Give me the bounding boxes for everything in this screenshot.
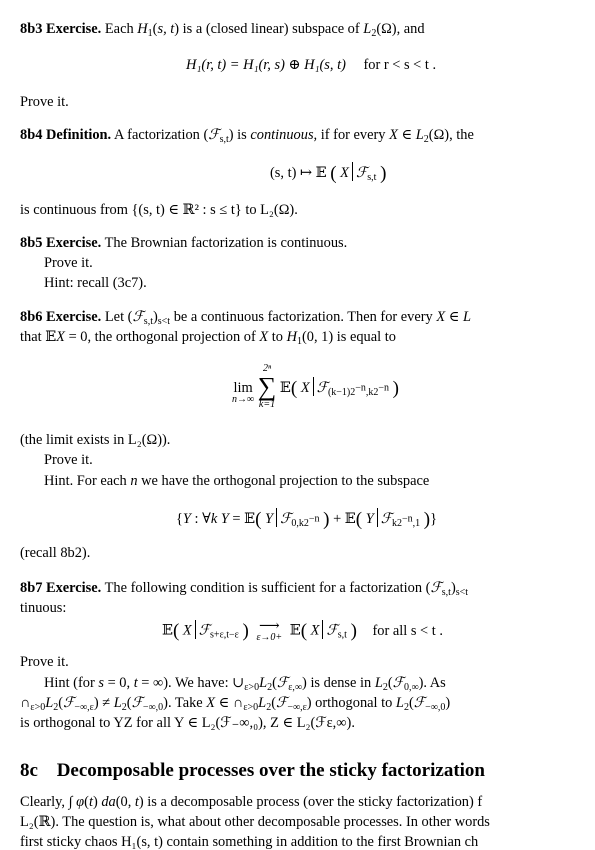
prove-8b6: Prove it. (44, 452, 93, 468)
text: we have the orthogonal projection to the subspace (141, 473, 430, 489)
formula-condition: for r < s < t . (363, 57, 437, 73)
text: The Brownian factorization is continuous. (104, 235, 348, 251)
exercise-8b3-label: 8b3 Exercise. (20, 21, 102, 37)
math: H (137, 21, 148, 37)
text: continuous, (250, 127, 318, 143)
text: is a decomposable process (over the sticky factorization) f (147, 794, 483, 810)
exercise-8b5-label: 8b5 Exercise. (20, 235, 102, 251)
text: ). We have: (163, 675, 229, 691)
section-8c-line3: first sticky chaos H₁(s, t) contain something in addition to the first Brownian ch (20, 834, 479, 850)
text: , and (396, 21, 425, 37)
definition-8b4-line1: 8b4 Definition. A factorization (ℱ$_{s,t}$) is continuous, if for every X ∈ $L_2(\Omega)$, the (20, 127, 474, 145)
formula-text: H₁(r, t) = H₁(r, s) ⊕ H₁(s, t) (186, 57, 346, 73)
section-title: Decomposable processes over the sticky factorization (56, 760, 485, 781)
formula-8b6-subspace: {Y : ∀k Y = 𝔼( Y ℱ$_{0,k2^{-n}}$ ) + 𝔼( Y ℱ$_{k2^{-n},1}$ )} (176, 509, 438, 530)
hint-8b5: Hint: recall (3c7). (44, 275, 147, 291)
exercise-8b3-line1: 8b3 Exercise. Each $H_1(s$, t) is a (closed linear) subspace of $L_2(\Omega)$, and (20, 21, 425, 39)
exercise-8b6-line2: that 𝔼X = 0, the orthogonal projection of X to $H_1(0$, 1) is equal to (20, 329, 396, 347)
exercise-8b7-label: 8b7 Exercise. (20, 580, 102, 596)
formula-8b7: 𝔼( X ℱ$_{s+\varepsilon,t-\varepsilon}$ ) ⟶ ε→0+ 𝔼( X ℱ$_{s,t}$ ) for all s < t . (162, 618, 443, 644)
section-8c-heading (20, 761, 485, 780)
text: be a continuous factorization. Then for every (173, 309, 433, 325)
text: that (20, 329, 42, 345)
text: The following condition is sufficient for a factorization (104, 580, 423, 596)
section-8c-line2: L₂(ℝ). The question is, what about other decomposable processes. In other words (20, 814, 490, 830)
formula-text: (s, t) ↦ 𝔼 (270, 165, 327, 181)
formula-8b3 (186, 58, 436, 72)
text: Each (104, 21, 134, 37)
text: Let (104, 309, 125, 325)
arrow-subscript: ε→0+ (256, 632, 283, 644)
hint-8b7-line3: is orthogonal to YZ for all Y ∈ L₂(ℱ₋∞,₀), Z ∈ L₂(ℱε,∞). (20, 715, 355, 731)
text: to (271, 329, 283, 345)
sum-symbol: ∑ (257, 372, 277, 401)
formula-8b4: (s, t) ↦ 𝔼 ( X ℱ$_{s,t}$ ) (270, 163, 387, 184)
text: = 0, the orthogonal projection of (68, 329, 256, 345)
text: . As (423, 675, 446, 691)
text: if for every (320, 127, 386, 143)
text: Hint (for (44, 675, 95, 691)
exercise-8b6-line1: 8b6 Exercise. Let $(ℱ_{s,t})_{s<t}$ be a continuous factorization. Then for every X ∈ L (20, 309, 472, 327)
definition-8b4-line2: is continuous from {(s, t) ∈ ℝ² : s ≤ t} to L₂(Ω). (20, 202, 298, 218)
exercise-8b7-line1: 8b7 Exercise. The following condition is sufficient for a factorization $(ℱ_{s,t})_{s<t}$ (20, 580, 469, 598)
prove-8b3: Prove it. (20, 94, 69, 110)
text: A factorization (113, 127, 200, 143)
prove-8b7: Prove it. (20, 654, 69, 670)
text: Clearly, (20, 794, 66, 810)
sum-lower: k=1 (258, 399, 276, 410)
arrow: ⟶ (258, 618, 280, 634)
lim-subscript: n→∞ (232, 394, 255, 406)
hint-8b6: Hint. For each n we have the orthogonal projection to the subspace (44, 473, 430, 489)
text: . Take (167, 695, 203, 711)
prove-8b5: Prove it. (44, 255, 93, 271)
text: orthogonal to (315, 695, 393, 711)
text: , the (449, 127, 474, 143)
text: is equal to (336, 329, 396, 345)
hint-8b7-line1: Hint (for s = 0, t = ∞). We have: $\cup_{\varepsilon>0}L_2(ℱ_{\varepsilon,\infty})$ is dense in $L_2(ℱ_{0,\infty})$. As (44, 675, 446, 693)
text: is dense in (310, 675, 372, 691)
definition-8b4-label: 8b4 Definition. (20, 127, 112, 143)
section-number: 8c (20, 760, 38, 781)
recall-8b6: (recall 8b2). (20, 545, 91, 561)
text: is a (closed linear) subspace of (182, 21, 360, 37)
exercise-8b6-exists: (the limit exists in L₂(Ω)). (20, 432, 171, 448)
hint-8b7-line2: $\cap_{\varepsilon>0}L_2(ℱ_{-\infty,\varepsilon})$ ≠ $L_2(ℱ_{-\infty,0})$. Take X ∈ $\cap_{\varepsilon>0}L_2(ℱ_{-\infty,\varepsilon})$ orthogonal to $L_2(ℱ_{-\infty,0})$ (20, 695, 451, 713)
exercise-8b7-line2: tinuous: (20, 600, 67, 616)
formula-condition: for all s < t . (372, 622, 443, 639)
formula-8b6-limit: lim n→∞ 2ⁿ ∑ k=1 𝔼( X ℱ$_{(k-1)2^{-n},k2^{-n}}$ ) (232, 363, 399, 410)
exercise-8b6-label: 8b6 Exercise. (20, 309, 102, 325)
text: Hint. For each (44, 473, 127, 489)
sum-upper: 2ⁿ (262, 363, 272, 374)
lim-label: lim (233, 379, 253, 396)
section-8c-line1: Clearly, ∫ φ(t) da(0, t) is a decomposable process (over the sticky factorization) f (20, 794, 483, 810)
exercise-8b5-line1 (20, 236, 347, 250)
text: is (237, 127, 247, 143)
